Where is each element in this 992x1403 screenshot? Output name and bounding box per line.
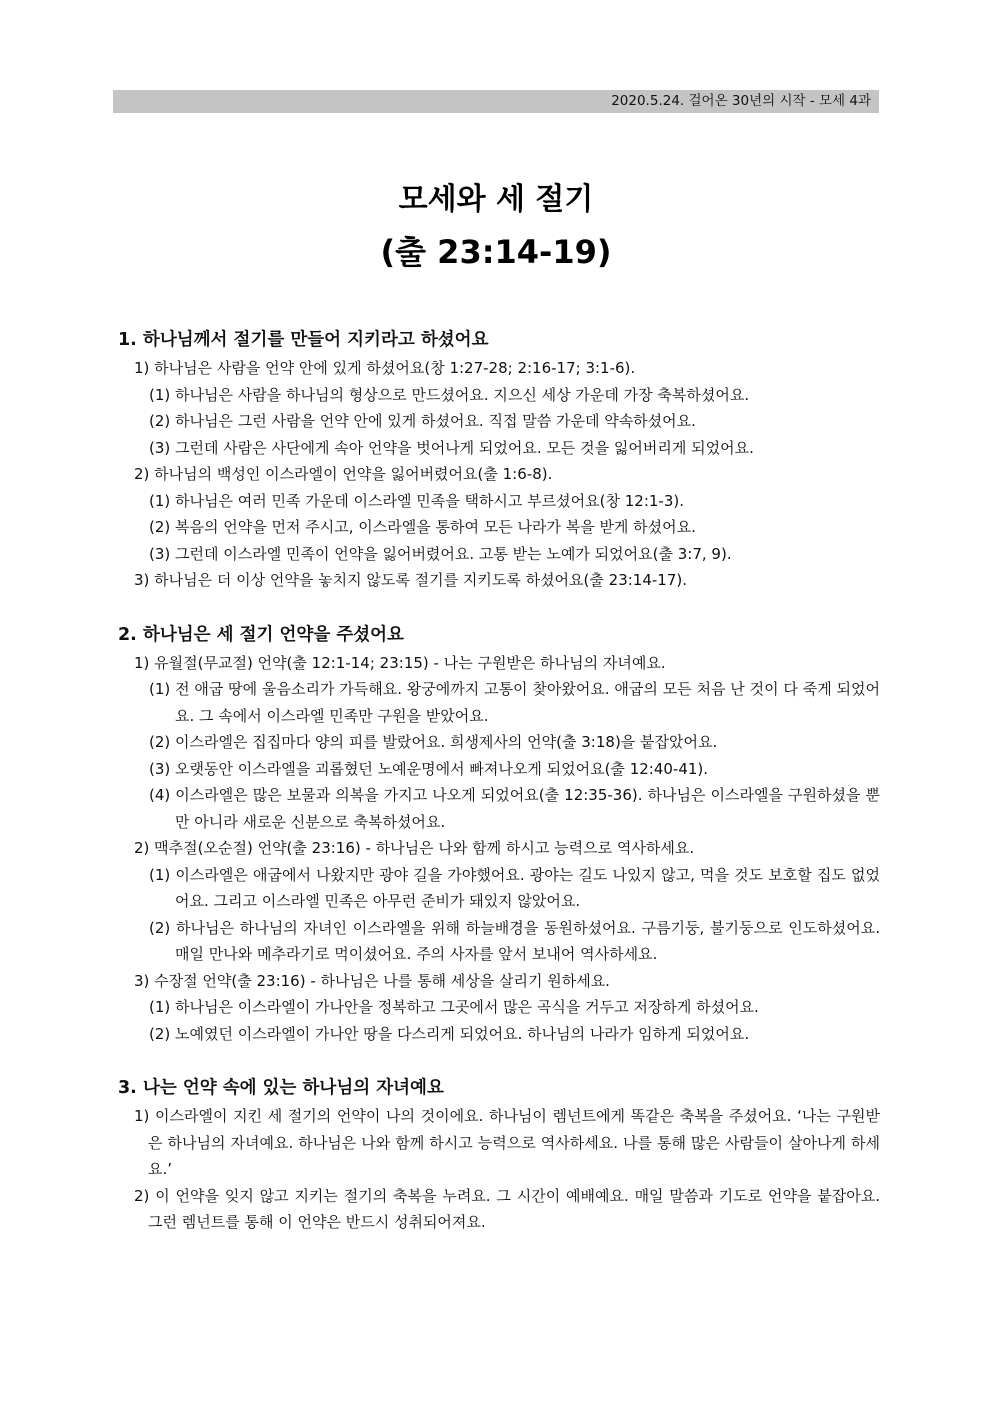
point-item: 2) 맥추절(오순절) 언약(출 23:16) - 하나님은 나와 함께 하시고 능력으로 역사하세요. [134,839,695,857]
sub-point: (4) 이스라엘은 많은 보물과 의복을 가지고 나오게 되었어요(출 12:35-36). 하나님은 이스라엘을 구원하셨을 뿐만 아니라 새로운 신분으로 축복하셨어요. [149,786,880,831]
point-item: 1) 유월절(무교절) 언약(출 12:1-14; 23:15) - 나는 구원받은 하나님의 자녀예요. [134,653,666,672]
point-item: 2) 이 언약을 잊지 않고 지키는 절기의 축복을 누려요. 그 시간이 예배예요. 매일 말씀과 기도로 언약을 붙잡아요. 그런 렘넌트를 통해 이 언약은 반드시 성취되어져요. [134,1186,880,1231]
sub-point: (2) 하나님은 그런 사람을 언약 안에 있게 하셨어요. 직접 말씀 가운데 약속하셨어요. [149,412,696,430]
header-bar [113,90,879,113]
document-scripture-reference: (출 23:14-19) [380,233,612,271]
sub-point: (1) 하나님은 이스라엘이 가나안을 정복하고 그곳에서 많은 곡식을 거두고 저장하게 하셨어요. [149,998,759,1016]
section-heading: 1. 하나님께서 절기를 만들어 지키라고 하셨어요 [118,330,489,350]
section-1 [118,325,880,594]
section-heading: 3. 나는 언약 속에 있는 하나님의 자녀예요 [118,1078,444,1098]
sub-point: (2) 이스라엘은 집집마다 양의 피를 발랐어요. 희생제사의 언약(출 3:18)을 붙잡았어요. [149,733,718,751]
header-text: 2020.5.24. 걸어온 30년의 시작 - 모세 4과 [611,93,871,109]
point-item: 1) 이스라엘이 지킨 세 절기의 언약이 나의 것이에요. 하나님이 렘넌트에게 똑같은 축복을 주셨어요. ‘나는 구원받은 하나님의 자녀예요. 하나님은 나와 함께 하시고 능력으로 역사하세요. 나를 통해 많은 사람들이 살아나게 하세요.’ [134,1107,880,1178]
sub-point: (3) 오랫동안 이스라엘을 괴롭혔던 노예운명에서 빠져나오게 되었어요(출 12:40-41). [149,759,709,778]
point-item: 3) 수장절 언약(출 23:16) - 하나님은 나를 통해 세상을 살리기 원하세요. [134,971,610,990]
sub-point: (2) 복음의 언약을 먼저 주시고, 이스라엘을 통하여 모든 나라가 복을 받게 하셨어요. [149,518,696,536]
document-body [118,325,880,1236]
sub-point: (3) 그런데 사람은 사단에게 속아 언약을 벗어나게 되었어요. 모든 것을 잃어버리게 되었어요. [149,438,754,457]
sub-point: (1) 하나님은 사람을 하나님의 형상으로 만드셨어요. 지으신 세상 가운데 가장 축복하셨어요. [149,385,750,404]
sub-point: (2) 노예였던 이스라엘이 가나안 땅을 다스리게 되었어요. 하나님의 나라가 임하게 되었어요. [149,1024,750,1043]
point-item: 2) 하나님의 백성인 이스라엘이 언약을 잃어버렸어요(출 1:6-8). [134,465,553,483]
section-heading: 2. 하나님은 세 절기 언약을 주셨어요 [118,624,404,645]
section-2 [118,620,880,1048]
point-item: 1) 하나님은 사람을 언약 안에 있게 하셨어요(창 1:27-28; 2:16-17; 3:1-6). [134,359,636,377]
sub-point: (3) 그런데 이스라엘 민족이 언약을 잃어버렸어요. 고통 받는 노예가 되었어요(출 3:7, 9). [149,544,732,563]
sub-point: (2) 하나님은 하나님의 자녀인 이스라엘을 위해 하늘배경을 동원하셨어요. 구름기둥, 불기둥으로 인도하셨어요. 매일 만나와 메추라기로 먹이셨어요. 주의 사자를 앞서 보내어 역사하세요. [149,918,880,963]
sub-point: (1) 하나님은 여러 민족 가운데 이스라엘 민족을 택하시고 부르셨어요(창 12:1-3). [149,491,684,510]
sub-point: (1) 이스라엘은 애굽에서 나왔지만 광야 길을 가야했어요. 광야는 길도 나있지 않고, 먹을 것도 보호할 집도 없었어요. 그리고 이스라엘 민족은 아무런 준비가 돼있지 않았어요. [149,865,880,910]
sub-point: (1) 전 애굽 땅에 울음소리가 가득해요. 왕궁에까지 고통이 찾아왔어요. 애굽의 모든 처음 난 것이 다 죽게 되었어요. 그 속에서 이스라엘 민족만 구원을 받았어요. [149,680,880,725]
section-3 [118,1073,880,1236]
point-item: 3) 하나님은 더 이상 언약을 놓치지 않도록 절기를 지키도록 하셨어요(출 23:14-17). [134,571,687,589]
document-title: 모세와 세 절기 [398,182,594,217]
